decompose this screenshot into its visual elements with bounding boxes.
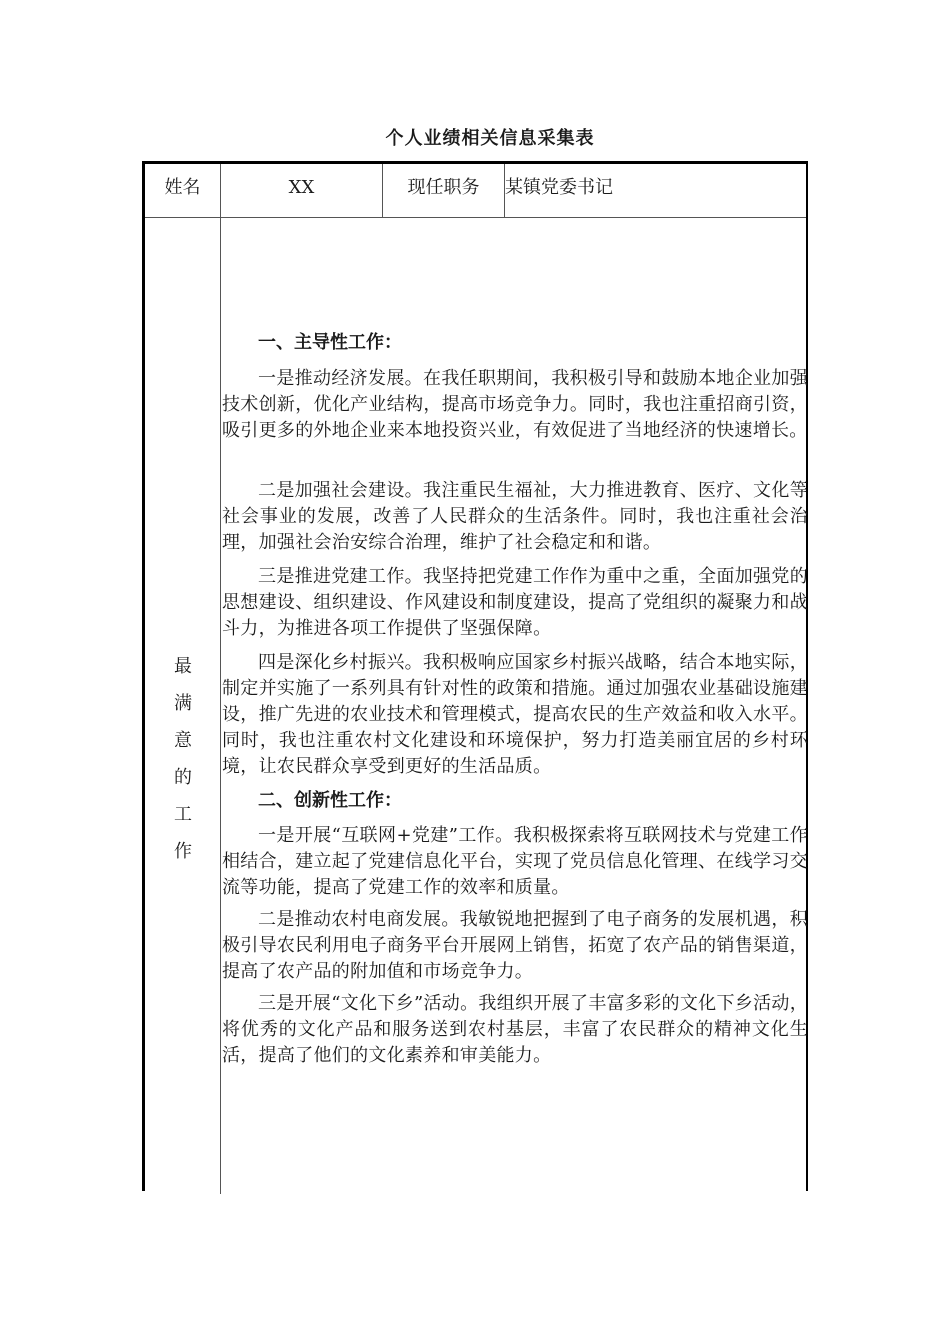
most-satisfied-work-label xyxy=(145,648,221,870)
side-label-char: 意 xyxy=(174,730,192,751)
side-label-char: 作 xyxy=(174,841,192,862)
paragraph-internet-party-building: 一是开展“互联网+党建”工作。我积极探索将互联网技术与党建工作相结合，建立起了党建信息化平台，实现了党员信息化管理、在线学习交流等功能，提高了党建工作的效率和质量。 xyxy=(222,825,808,898)
side-label-char: 的 xyxy=(174,767,192,788)
page-title: 个人业绩相关信息采集表 xyxy=(385,128,595,149)
info-form-table xyxy=(142,161,808,1191)
name-value: XX xyxy=(221,164,383,217)
side-label-char: 满 xyxy=(174,693,192,714)
side-label-char: 工 xyxy=(174,804,192,825)
paragraph-culture-to-countryside: 三是开展“文化下乡”活动。我组织开展了丰富多彩的文化下乡活动，将优秀的文化产品和服务送到农村基层，丰富了农民群众的精神文化生活，提高了他们的文化素养和审美能力。 xyxy=(222,993,808,1066)
paragraph-rural-revitalization: 四是深化乡村振兴。我积极响应国家乡村振兴战略，结合本地实际，制定并实施了一系列具有针对性的政策和措施。通过加强农业基础设施建设，推广先进的农业技术和管理模式，提高农民的生产效益和收入水平。同时，我也注重农村文化建设和环境保护，努力打造美丽宜居的乡村环境，让农民群众享受到更好的生活品质。 xyxy=(222,652,808,777)
section-heading-innovative-work: 二、创新性工作： xyxy=(258,790,402,811)
most-satisfied-work-label-cell xyxy=(145,218,221,1194)
side-label-char: 最 xyxy=(174,656,192,677)
work-content-cell xyxy=(222,218,808,1194)
paragraph-party-building: 三是推进党建工作。我坚持把党建工作作为重中之重，全面加强党的思想建设、组织建设、作风建设和制度建设，提高了党组织的凝聚力和战斗力，为推进各项工作提供了坚强保障。 xyxy=(222,566,808,639)
header-row xyxy=(145,164,806,218)
section-heading-leading-work: 一、主导性工作： xyxy=(258,332,402,353)
paragraph-rural-ecommerce: 二是推动农村电商发展。我敏锐地把握到了电子商务的发展机遇，积极引导农民利用电子商务平台开展网上销售，拓宽了农产品的销售渠道，提高了农产品的附加值和市场竞争力。 xyxy=(222,909,808,982)
position-value: 某镇党委书记 xyxy=(505,177,613,198)
paragraph-economic-development: 一是推动经济发展。在我任职期间，我积极引导和鼓励本地企业加强技术创新，优化产业结构，提高市场竞争力。同时，我也注重招商引资，吸引更多的外地企业来本地投资兴业，有效促进了当地经济的快速增长。 xyxy=(222,368,808,441)
name-label: 姓名 xyxy=(145,164,221,217)
paragraph-social-construction: 二是加强社会建设。我注重民生福祉，大力推进教育、医疗、文化等社会事业的发展，改善了人民群众的生活条件。同时，我也注重社会治理，加强社会治安综合治理，维护了社会稳定和和谐。 xyxy=(222,480,808,553)
position-label: 现任职务 xyxy=(383,164,505,217)
